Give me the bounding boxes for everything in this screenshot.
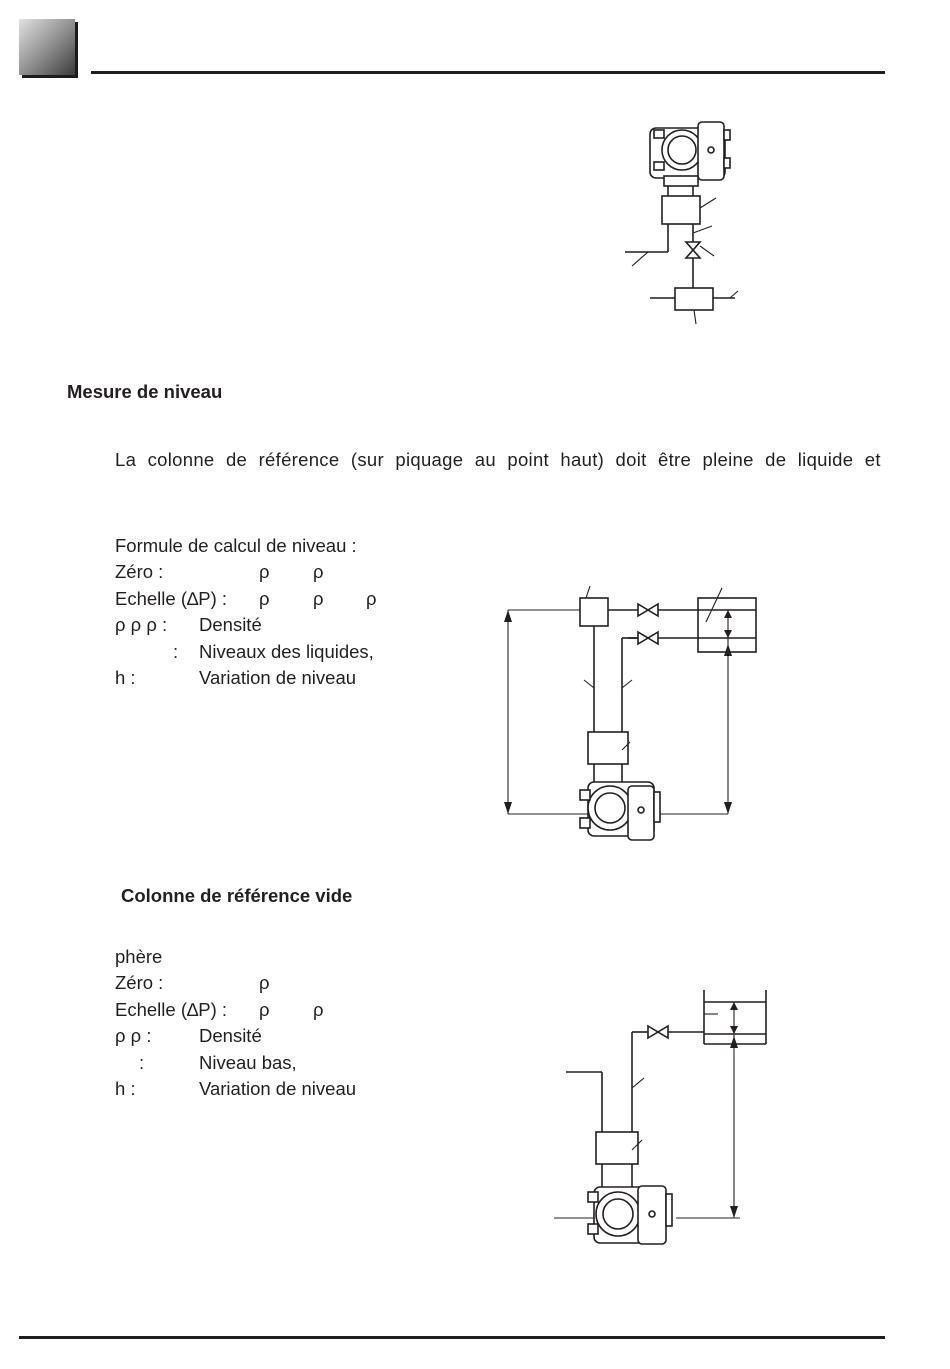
footer-rule	[19, 1336, 885, 1339]
span-label: Echelle (∆P) :	[115, 999, 228, 1020]
diaphragm-seal-icon	[662, 196, 700, 224]
density-symbols: ρ ρ :	[115, 1025, 152, 1046]
h-text: Variation de niveau	[199, 667, 357, 688]
intro-text: La colonne de référence (sur piquage au point haut) doit être pleine de liquide et	[115, 449, 881, 470]
span-symbol: ρ	[366, 588, 377, 609]
fragment-text: phère	[115, 946, 163, 967]
diagram-level-wet-leg	[498, 582, 778, 852]
formula-title: Formule de calcul de niveau :	[115, 535, 357, 556]
zero-symbol: ρ	[259, 972, 270, 993]
h-label: h :	[115, 1078, 136, 1099]
low-text: Niveau bas,	[199, 1052, 297, 1073]
valve-icon	[638, 632, 658, 644]
valve-icon	[648, 1026, 668, 1038]
h-label: h :	[115, 667, 136, 688]
valve-icon	[686, 242, 700, 258]
section-title-level: Mesure de niveau	[67, 381, 223, 402]
header-rule	[91, 71, 885, 74]
diaphragm-seal-icon	[596, 1132, 638, 1164]
levels-text: Niveaux des liquides,	[199, 641, 374, 662]
zero-symbol: ρ	[259, 561, 270, 582]
diaphragm-seal-icon	[588, 732, 628, 764]
density-text: Densité	[199, 614, 262, 635]
span-label: Echelle (∆P) :	[115, 588, 228, 609]
h-text: Variation de niveau	[199, 1078, 357, 1099]
pressure-transmitter-icon	[588, 1186, 672, 1244]
levels-colon: :	[173, 641, 179, 662]
span-symbol: ρ	[313, 999, 324, 1020]
pressure-transmitter-icon	[650, 122, 730, 186]
density-text: Densité	[199, 1025, 262, 1046]
pressure-transmitter-icon	[580, 782, 660, 840]
span-symbol: ρ	[313, 588, 324, 609]
density-symbols: ρ ρ ρ :	[115, 614, 168, 635]
corner-mark	[19, 19, 75, 75]
span-symbol: ρ	[259, 588, 270, 609]
zero-symbol: ρ	[313, 561, 324, 582]
valve-icon	[638, 604, 658, 616]
zero-label: Zéro :	[115, 972, 164, 993]
diagram-level-dry-leg	[548, 982, 778, 1252]
section-title-empty-leg: Colonne de référence vide	[121, 885, 353, 906]
low-colon: :	[139, 1052, 145, 1073]
diagram-transmitter-top	[620, 118, 750, 328]
span-symbol: ρ	[259, 999, 270, 1020]
zero-label: Zéro :	[115, 561, 164, 582]
